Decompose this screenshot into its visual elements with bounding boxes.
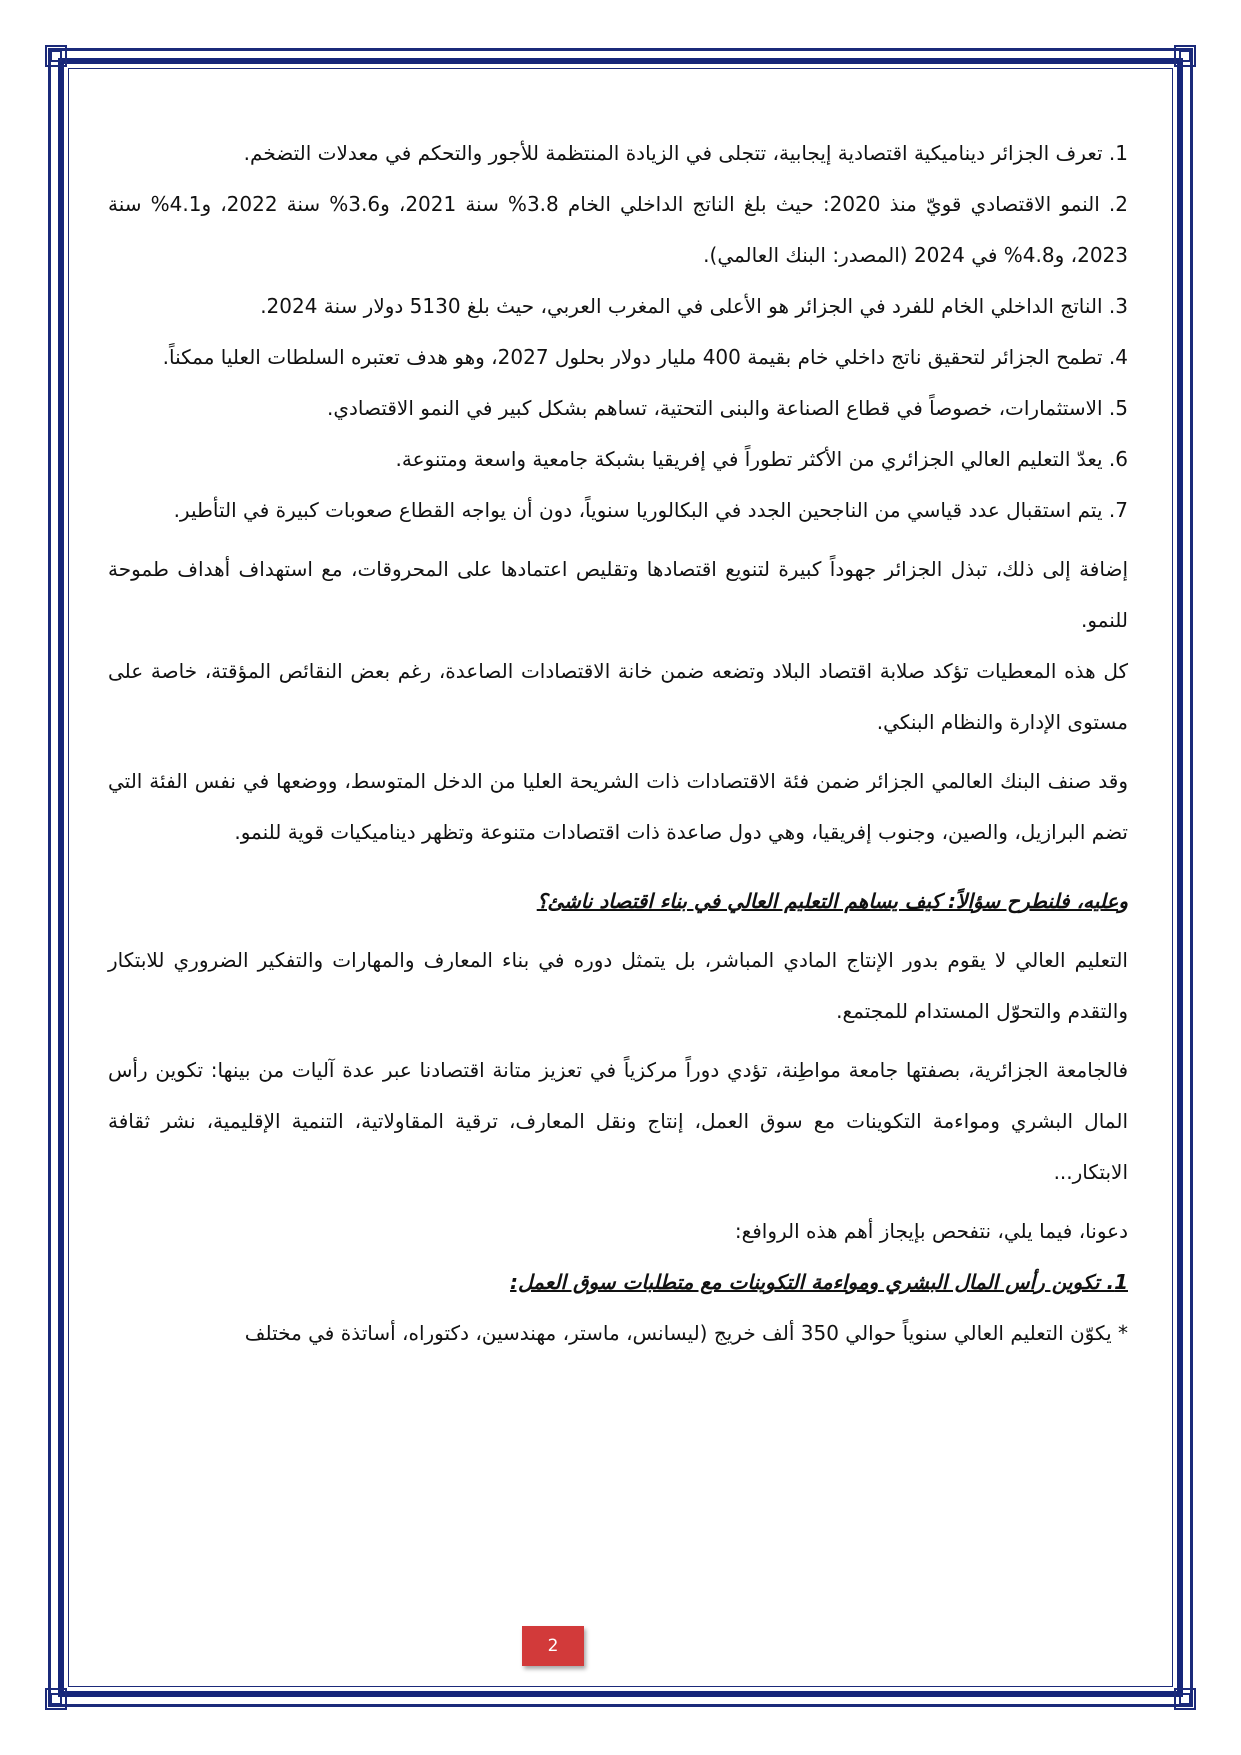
section-question-heading: وعليه، فلنطرح سؤالاً: كيف يساهم التعليم العالي في بناء اقتصاد ناشئ؟ xyxy=(536,889,1128,913)
list-item-1: 1. تعرف الجزائر ديناميكية اقتصادية إيجابية، تتجلى في الزيادة المنتظمة للأجور والتحكم في معدلات التضخم. xyxy=(243,141,1128,165)
bullet-graduates: * يكوّن التعليم العالي سنوياً حوالي 350 ألف خريج (ليسانس، ماستر، مهندسين، دكتوراه، أساتذة في مختلف xyxy=(244,1321,1128,1345)
corner-ornament-top-left xyxy=(44,44,68,68)
list-item-3: 3. الناتج الداخلي الخام للفرد في الجزائر هو الأعلى في المغرب العربي، حيث بلغ 5130 دولار سنة 2024. xyxy=(260,294,1128,318)
paragraph-diversification: إضافة إلى ذلك، تبذل الجزائر جهوداً كبيرة لتنويع اقتصادها وتقليص اعتمادها على المحروقات، مع استهداف أهداف طموحة للنمو. xyxy=(108,557,1128,632)
list-item-7: 7. يتم استقبال عدد قياسي من الناجحين الجدد في البكالوريا سنوياً، دون أن يواجه القطاع صعوبات كبيرة في التأطير. xyxy=(173,498,1128,522)
corner-ornament-bottom-left xyxy=(44,1687,68,1711)
paragraph-higher-education-role: التعليم العالي لا يقوم بدور الإنتاج المادي المباشر، بل يتمثل دوره في بناء المعارف والمهارات والتفكير الضروري للابتكار والتقدم والتحوّل المستدام للمجتمع. xyxy=(108,948,1128,1023)
subsection-heading-human-capital: 1. تكوين رأس المال البشري ومواءمة التكوينات مع متطلبات سوق العمل: xyxy=(510,1270,1128,1294)
paragraph-levers-intro: دعونا، فيما يلي، نتفحص بإيجاز أهم هذه الروافع: xyxy=(734,1219,1128,1243)
corner-ornament-bottom-right xyxy=(1173,1687,1197,1711)
corner-ornament-top-right xyxy=(1173,44,1197,68)
document-body xyxy=(108,128,1128,1359)
page-number-badge: 2 xyxy=(522,1626,584,1666)
paragraph-summary: كل هذه المعطيات تؤكد صلابة اقتصاد البلاد وتضعه ضمن خانة الاقتصادات الصاعدة، رغم بعض النقائص المؤقتة، خاصة على مستوى الإدارة والنظام البنكي. xyxy=(108,659,1128,734)
list-item-4: 4. تطمح الجزائر لتحقيق ناتج داخلي خام بقيمة 400 مليار دولار بحلول 2027، وهو هدف تعتبره السلطات العليا ممكناً. xyxy=(162,345,1128,369)
list-item-5: 5. الاستثمارات، خصوصاً في قطاع الصناعة والبنى التحتية، تساهم بشكل كبير في النمو الاقتصادي. xyxy=(326,396,1128,420)
paragraph-university-mechanisms: فالجامعة الجزائرية، بصفتها جامعة مواطِنة، تؤدي دوراً مركزياً في تعزيز متانة اقتصادنا عبر عدة آليات من بينها: تكوين رأس المال البشري ومواءمة التكوينات مع سوق العمل، إنتاج ونقل المعارف، ترقية المقاولاتية، التنمية الإقليمية، نشر ثقافة الابتكار... xyxy=(108,1058,1128,1184)
list-item-2: 2. النمو الاقتصادي قويّ منذ 2020: حيث بلغ الناتج الداخلي الخام 3.8% سنة 2021، و3.6% سنة 2022، و4.1% سنة 2023، و4.8% في 2024 (المصدر: البنك العالمي). xyxy=(108,192,1129,267)
list-item-6: 6. يعدّ التعليم العالي الجزائري من الأكثر تطوراً في إفريقيا بشبكة جامعية واسعة ومتنوعة. xyxy=(395,447,1128,471)
paragraph-world-bank: وقد صنف البنك العالمي الجزائر ضمن فئة الاقتصادات ذات الشريحة العليا من الدخل المتوسط، ووضعها في نفس الفئة التي تضم البرازيل، والصين، وجنوب إفريقيا، وهي دول صاعدة ذات اقتصادات متنوعة وتظهر ديناميكيات قوية للنمو. xyxy=(108,769,1128,844)
